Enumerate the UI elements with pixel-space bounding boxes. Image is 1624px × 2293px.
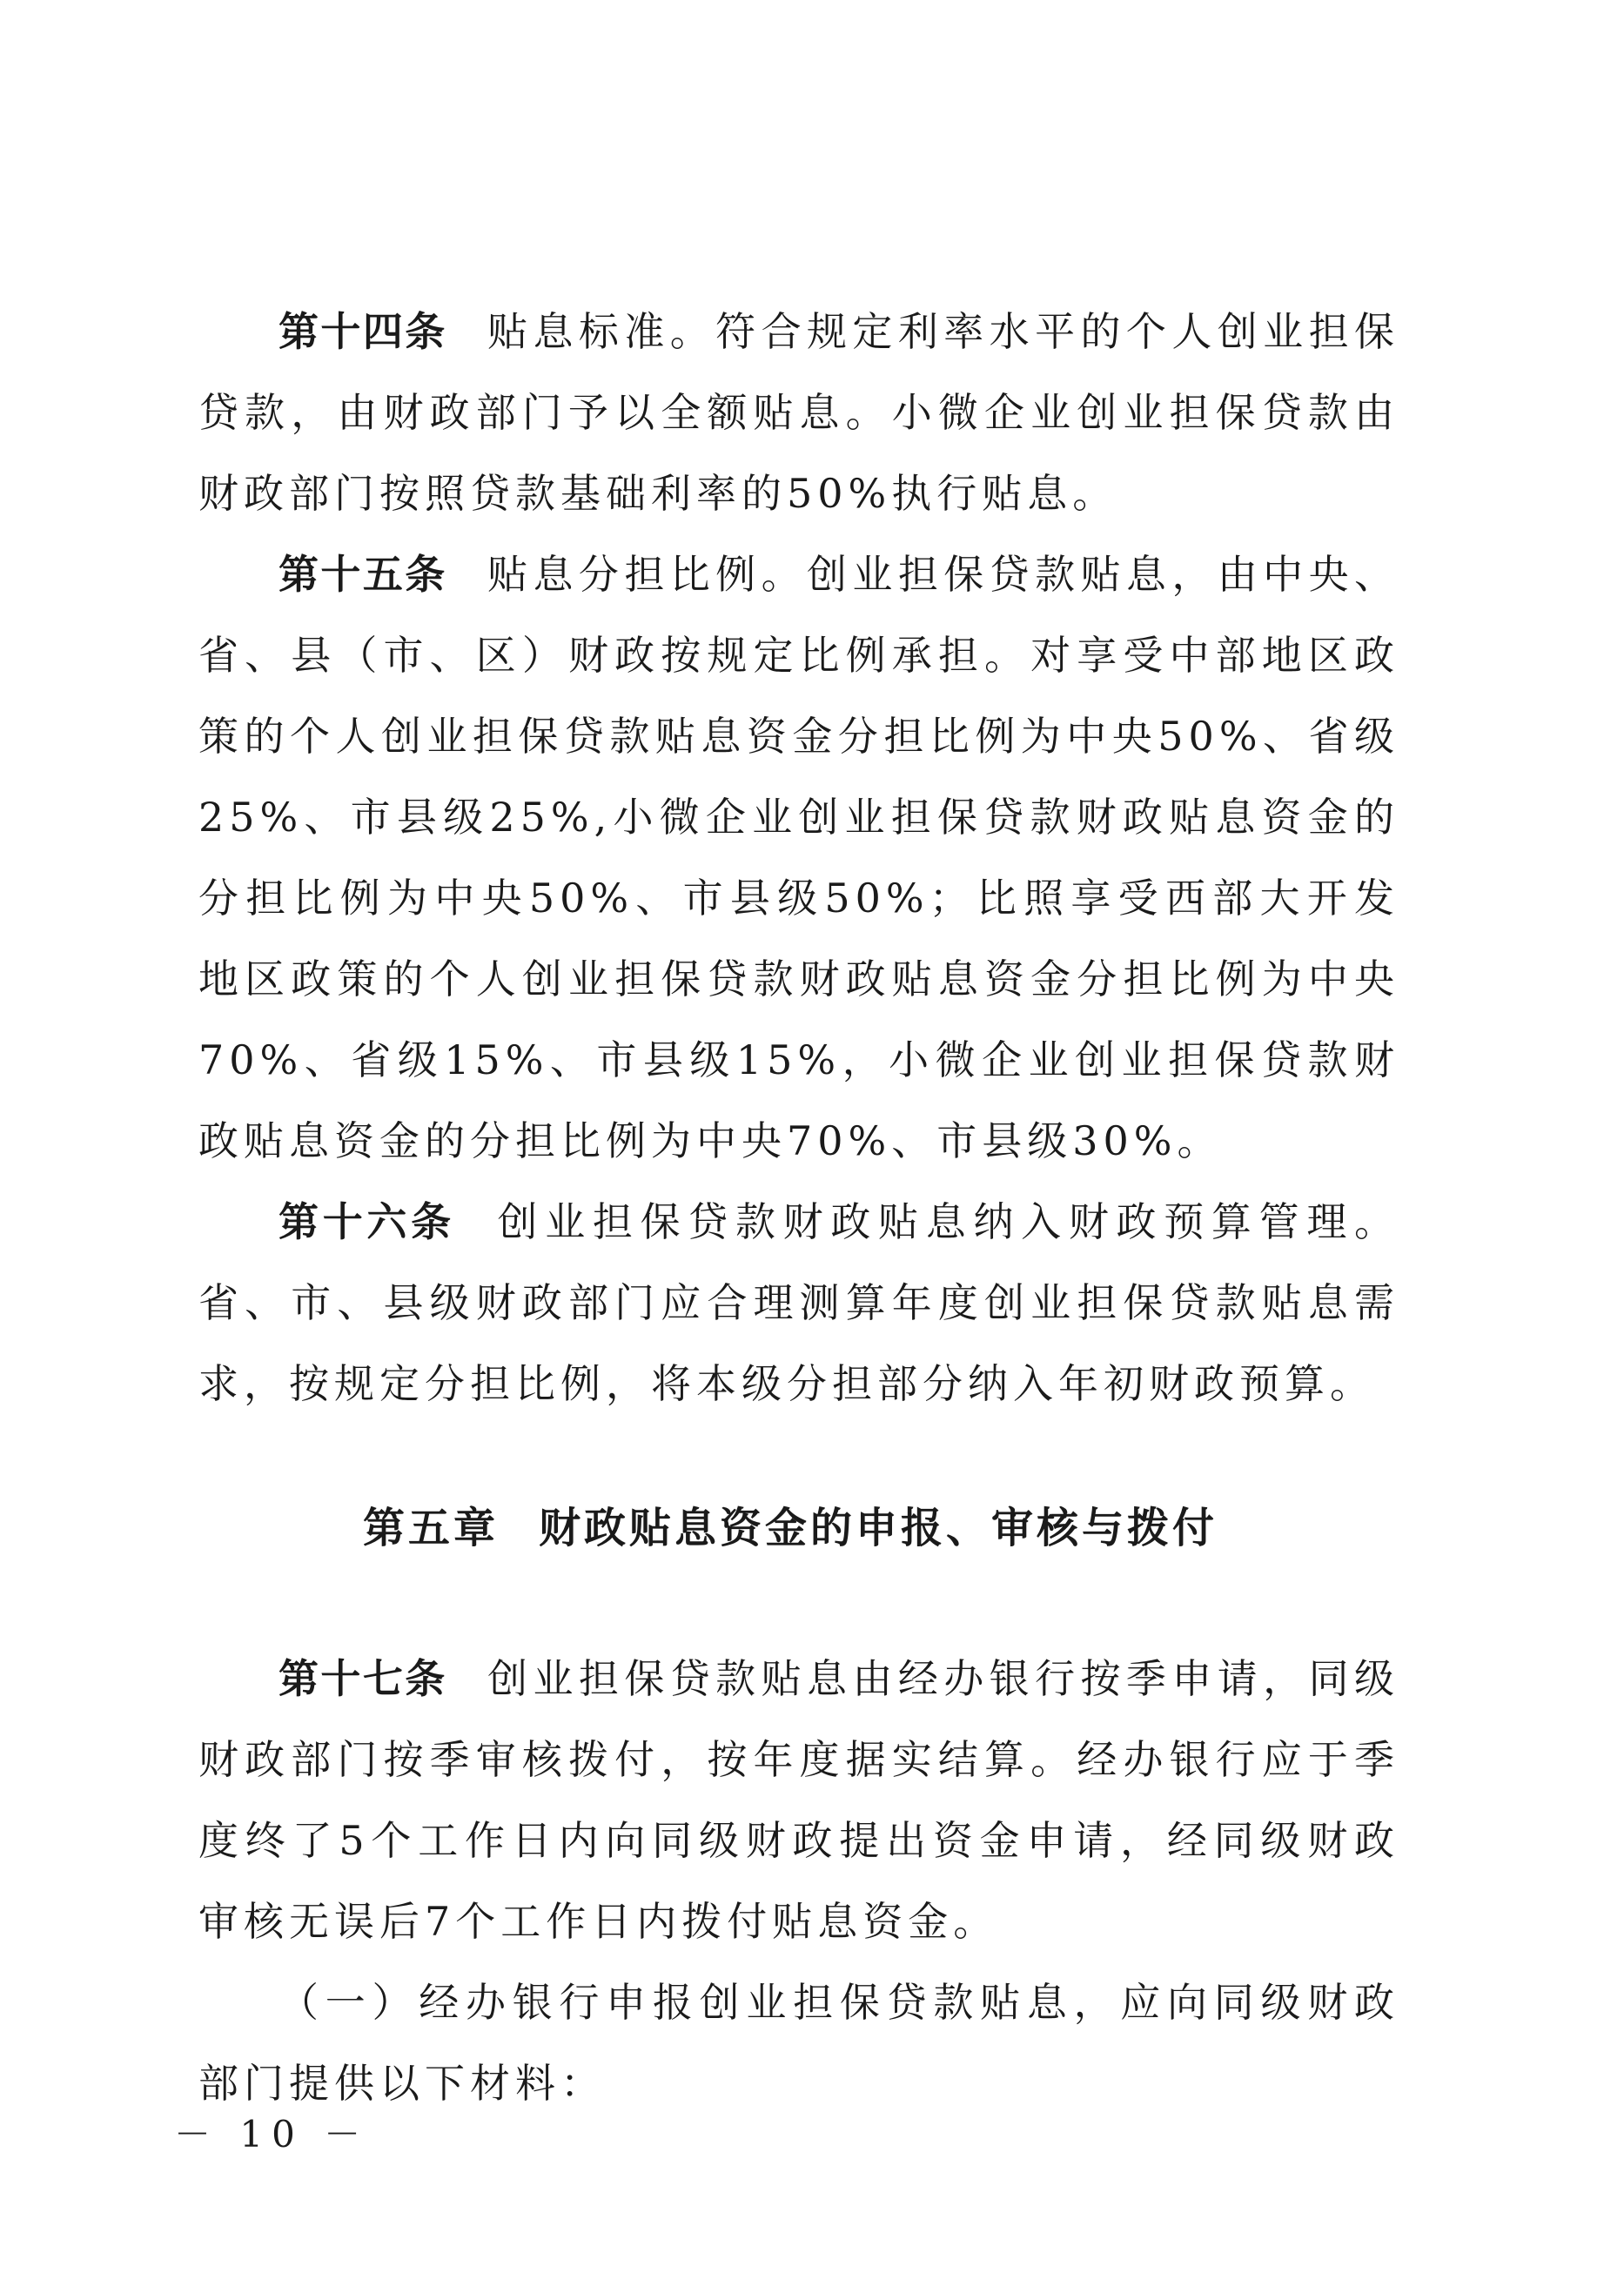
article-15-title: 第十五条 (278, 551, 447, 598)
chapter-heading (198, 1498, 1399, 1559)
article-17 (198, 1639, 1399, 1962)
page-number: － 10 － (174, 2113, 370, 2156)
chapter-number: 第五章 (362, 1504, 499, 1552)
article-16-body: 创业担保贷款财政贴息纳入财政预算管理。省、市、县级财政部门应合理测算年度创业担保贷款贴息需求，按规定分担比例，将本级分担部分纳入年初财政预算。 (198, 1198, 1400, 1407)
article-14-body: 贴息标准。符合规定利率水平的个人创业担保贷款，由财政部门予以全额贴息。小微企业创业担保贷款由财政部门按照贷款基础利率的50%执行贴息。 (198, 308, 1400, 517)
article-15-body: 贴息分担比例。创业担保贷款贴息，由中央、省、县（市、区）财政按规定比例承担。对享受中部地区政策的个人创业担保贷款贴息资金分担比例为中央50%、省级25%、市县级25%,小微企业创业担保贷款财政贴息资金的分担比例为中央50%、市县级50%；比照享受西部大开发地区政策的个人创业担保贷款财政贴息资金分担比例为中央70%、省级15%、市县级15%，小微企业创业担保贷款财政贴息资金的分担比例为中央70%、市县级30%。 (198, 551, 1400, 1164)
article-17-body: 创业担保贷款贴息由经办银行按季申请，同级财政部门按季审核拨付，按年度据实结算。经办银行应于季度终了5个工作日内向同级财政提出资金申请，经同级财政审核无误后7个工作日内拨付贴息资金。 (198, 1655, 1400, 1945)
article-15 (198, 534, 1399, 1182)
page-content (198, 292, 1399, 2124)
chapter-title: 财政贴息资金的申报、审核与拨付 (539, 1504, 1218, 1552)
article-16-title: 第十六条 (278, 1198, 455, 1245)
article-16 (198, 1182, 1399, 1425)
article-17-title: 第十七条 (278, 1655, 447, 1702)
sub-item-1: （一）经办银行申报创业担保贷款贴息，应向同级财政部门提供以下材料： (198, 1979, 1399, 2107)
article-14-title: 第十四条 (278, 308, 447, 355)
article-14 (198, 292, 1399, 534)
